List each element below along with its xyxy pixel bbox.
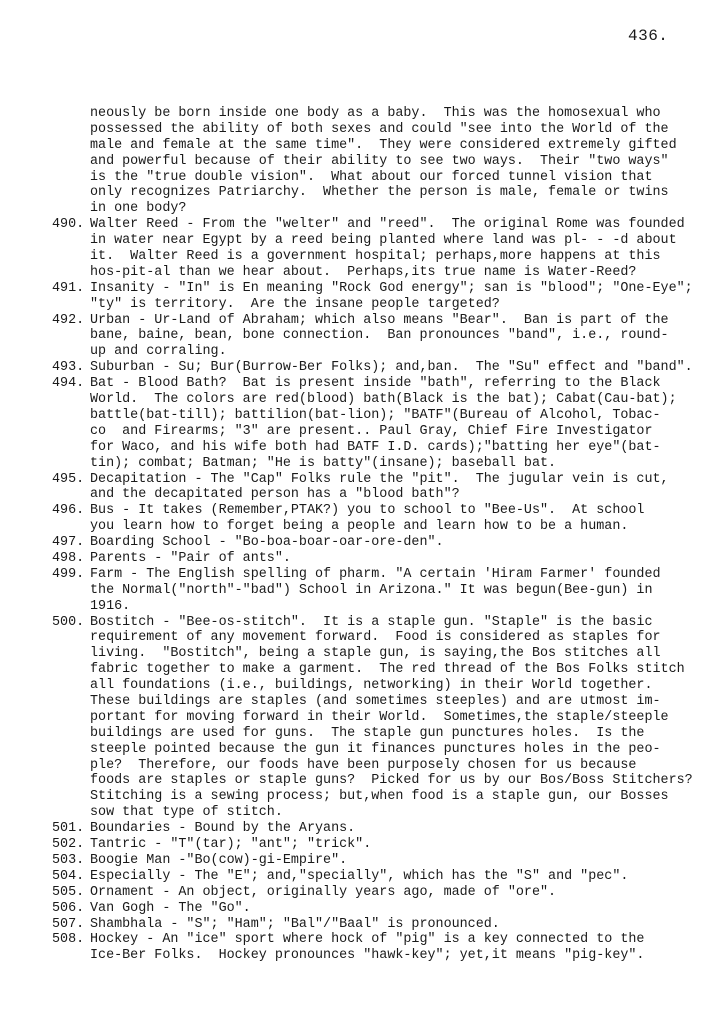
entry-line: Ornament - An object, originally years ago, made of "ore". (90, 884, 557, 900)
intro-line: is the "true double vision". What about our forced tunnel vision that (90, 169, 653, 185)
entry-line: sow that type of stitch. (90, 805, 283, 821)
entry-line: Insanity - "In" is En meaning "Rock God energy"; san is "blood"; "One-Eye"; (90, 280, 693, 296)
list-item (52, 360, 693, 376)
list-item (52, 567, 672, 615)
intro-line: possessed the ability of both sexes and could "see into the World of the (90, 121, 669, 137)
entry-line: steeple pointed because the gun it finances punctures holes in the peo- (90, 741, 661, 757)
entry-list (52, 217, 693, 964)
entry-text (90, 901, 672, 917)
entry-line: it. Walter Reed is a government hospital; perhaps,more happens at this (90, 249, 661, 265)
entry-number: 496. (52, 503, 85, 519)
entry-line: Bus - It takes (Remember,PTAK?) you to school to "Bee-Us". At school (90, 503, 645, 519)
intro-paragraph (52, 106, 677, 217)
list-item (52, 503, 672, 535)
entry-text (90, 821, 672, 837)
list-item (52, 551, 672, 567)
entry-line: and the decapitated person has a "blood bath"? (90, 487, 460, 503)
entry-number: 506. (52, 900, 85, 916)
entry-number: 497. (52, 535, 85, 551)
entry-line: battle(bat-till); battilion(bat-lion); "BATF"(Bureau of Alcohol, Tobac- (90, 407, 661, 423)
entry-line: for Waco, and his wife both had BATF I.D. cards);"batting her eye"(bat- (90, 439, 661, 455)
document-body (52, 106, 693, 964)
entry-text (90, 360, 693, 376)
entry-line: World. The colors are red(blood) bath(Black is the bat); Cabat(Cau-bat); (90, 392, 677, 408)
intro-line: male and female at the same time". They were considered extremely gifted (90, 137, 677, 153)
entry-number: 492. (52, 312, 85, 328)
entry-text (90, 551, 672, 567)
entry-text (90, 503, 672, 535)
entry-line: tin); combat; Batman; "He is batty"(insane); baseball bat. (90, 455, 557, 471)
entry-text (90, 885, 672, 901)
entry-line: hos-pit-al than we hear about. Perhaps,its true name is Water-Reed? (90, 264, 637, 280)
entry-line: Boogie Man -"Bo(cow)-gi-Empire". (90, 852, 348, 868)
entry-line: Boundaries - Bound by the Aryans. (90, 821, 356, 837)
entry-number: 502. (52, 837, 85, 853)
list-item (52, 217, 685, 281)
entry-line: Walter Reed - From the "welter" and "reed". The original Rome was founded (90, 217, 685, 233)
entry-line: portant for moving forward in their World. Sometimes,the staple/steeple (90, 709, 669, 725)
list-item (52, 614, 693, 822)
entry-text (90, 853, 672, 869)
entry-line: Ice-Ber Folks. Hockey pronounces "hawk-key"; yet,it means "pig-key". (90, 948, 645, 964)
entry-line: the Normal("north"-"bad") School in Arizona." It was begun(Bee-gun) in (90, 582, 653, 598)
entry-line: buildings are used for guns. The staple gun punctures holes. Is the (90, 725, 645, 741)
entry-line: Tantric - "T"(tar); "ant"; "trick". (90, 837, 372, 853)
list-item (52, 313, 672, 361)
entry-number: 498. (52, 550, 85, 566)
entry-number: 504. (52, 868, 85, 884)
entry-number: 508. (52, 932, 85, 948)
entry-text (90, 837, 672, 853)
entry-text (90, 535, 672, 551)
entry-line: 1916. (90, 598, 131, 614)
entry-line: Urban - Ur-Land of Abraham; which also means "Bear". Ban is part of the (90, 312, 669, 328)
entry-text (90, 567, 672, 615)
entry-line: Especially - The "E"; and,"specially", which has the "S" and "pec". (90, 868, 629, 884)
list-item (52, 821, 672, 837)
list-item (52, 869, 672, 885)
intro-line: neously be born inside one body as a baby. This was the homosexual who (90, 106, 661, 121)
entry-text (90, 313, 672, 361)
intro-line: only recognizes Patriarchy. Whether the person is male, female or twins (90, 185, 669, 201)
list-item (52, 837, 672, 853)
page-number: 436. (628, 27, 669, 45)
list-item (52, 280, 693, 313)
entry-line: co and Firearms; "3" are present.. Paul Gray, Chief Fire Investigator (90, 423, 653, 439)
list-item (52, 901, 672, 917)
entry-line: Shambhala - "S"; "Ham"; "Bal"/"Baal" is pronounced. (90, 916, 500, 932)
entry-line: Bostitch - "Bee-os-stitch". It is a staple gun. "Staple" is the basic (90, 614, 653, 630)
entry-line: all foundations (i.e., buildings, networking) in their World together. (90, 678, 653, 694)
entry-line: Stitching is a sewing process; but,when food is a staple gun, our Bosses (90, 789, 669, 805)
entry-line: Farm - The English spelling of pharm. "A certain 'Hiram Farmer' founded (90, 566, 661, 582)
entry-text (90, 281, 693, 313)
list-item (52, 917, 672, 933)
entry-line: Bat - Blood Bath? Bat is present inside "bath", referring to the Black (90, 376, 661, 392)
entry-text (90, 615, 693, 822)
entry-number: 490. (52, 217, 85, 233)
entry-text (90, 917, 672, 933)
entry-line: Suburban - Su; Bur(Burrow-Ber Folks); and,ban. The "Su" effect and "band". (90, 360, 693, 376)
intro-line: and powerful because of their ability to see two ways. Their "two ways" (90, 153, 669, 169)
entry-number: 494. (52, 376, 85, 392)
entry-line: Decapitation - The "Cap" Folks rule the "pit". The jugular vein is cut, (90, 471, 669, 487)
entry-line: ple? Therefore, our foods have been purposely chosen for us because (90, 757, 637, 773)
entry-number: 500. (52, 614, 85, 630)
entry-text (90, 932, 672, 964)
list-item (52, 932, 672, 964)
entry-number: 491. (52, 280, 85, 296)
entry-line: living. "Bostitch", being a staple gun, is saying,the Bos stitches all (90, 646, 661, 662)
list-item (52, 853, 672, 869)
entry-text (90, 217, 685, 281)
list-item (52, 472, 672, 504)
intro-line: in one body? (90, 201, 187, 217)
entry-line: Hockey - An "ice" sport where hock of "pig" is a key connected to the (90, 932, 645, 948)
entry-line: Van Gogh - The "Go". (90, 900, 251, 916)
entry-number: 505. (52, 884, 85, 900)
entry-text (90, 472, 672, 504)
list-item (52, 535, 672, 551)
entry-number: 493. (52, 360, 85, 376)
list-item (52, 885, 672, 901)
entry-line: "ty" is territory. Are the insane people targeted? (90, 296, 500, 312)
entry-number: 503. (52, 852, 85, 868)
entry-line: Parents - "Pair of ants". (90, 550, 291, 566)
entry-line: These buildings are staples (and sometimes steeples) and are utmost im- (90, 694, 661, 709)
entry-line: Boarding School - "Bo-boa-boar-oar-ore-den". (90, 535, 444, 551)
entry-line: requirement of any movement forward. Food is considered as staples for (90, 630, 661, 646)
entry-line: bane, baine, bean, bone connection. Ban pronounces "band", i.e., round- (90, 328, 669, 344)
entry-number: 507. (52, 916, 85, 932)
entry-line: foods are staples or staple guns? Picked for us by our Bos/Boss Stitchers? (90, 773, 693, 789)
entry-number: 499. (52, 566, 85, 582)
list-item (52, 376, 677, 471)
entry-number: 495. (52, 471, 85, 487)
entry-text (90, 376, 677, 471)
entry-number: 501. (52, 821, 85, 837)
entry-line: you learn how to forget being a people and learn how to be a human. (90, 519, 629, 535)
entry-line: in water near Egypt by a reed being planted where land was pl- - -d about (90, 233, 677, 249)
entry-text (90, 869, 672, 885)
entry-line: fabric together to make a garment. The red thread of the Bos Folks stitch (90, 662, 685, 678)
entry-line: up and corraling. (90, 344, 227, 360)
